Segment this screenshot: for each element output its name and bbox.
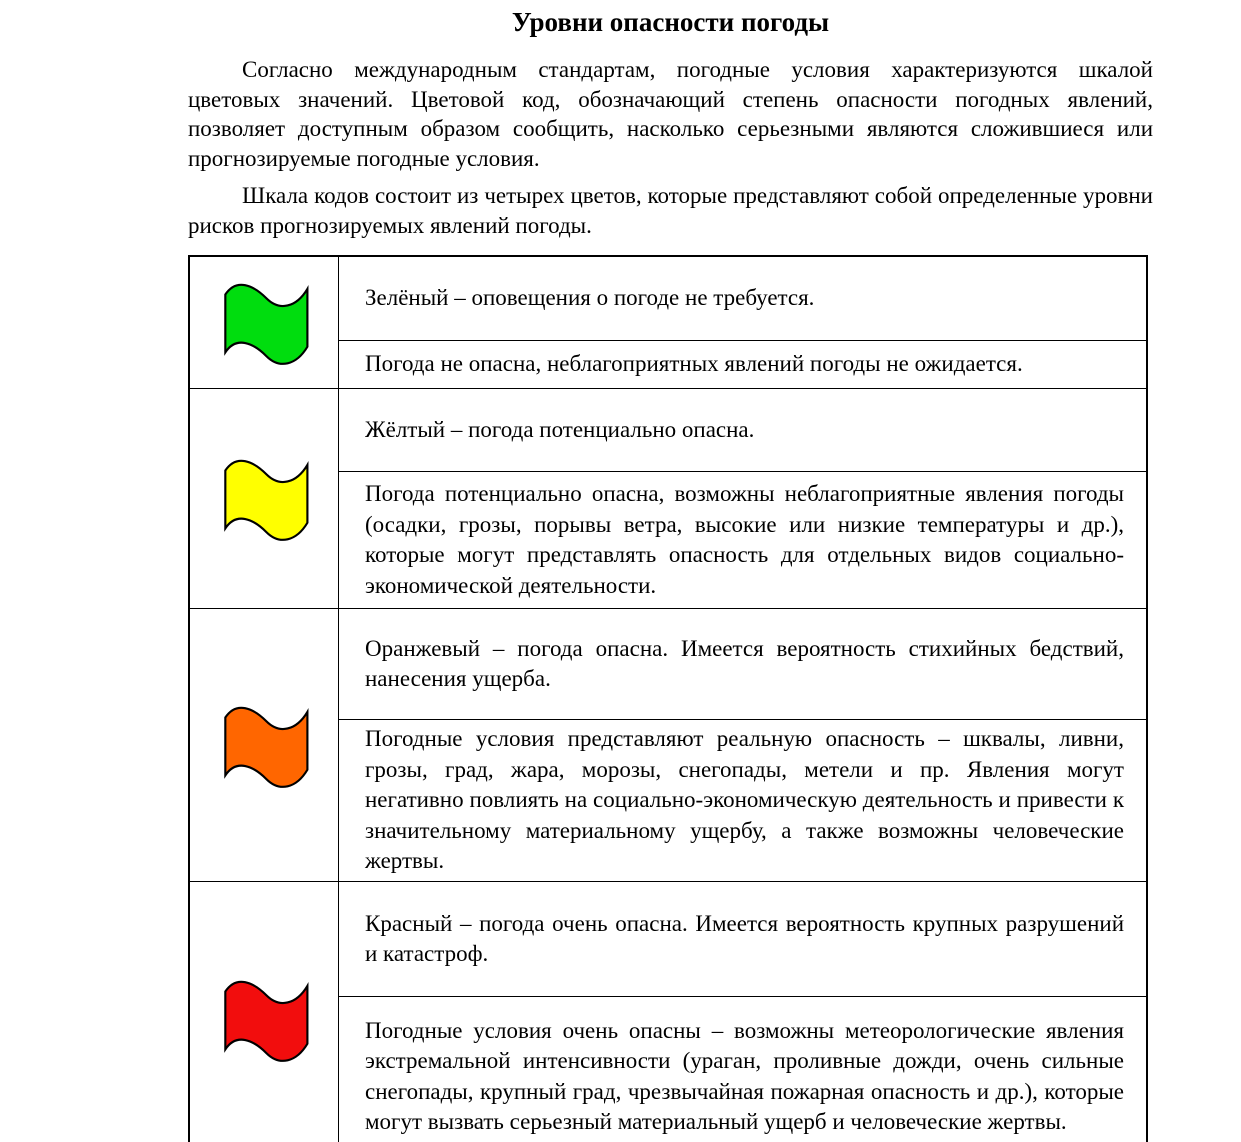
red-flag-icon <box>216 970 313 1069</box>
orange-flag-cell <box>189 609 339 882</box>
table-row <box>189 256 1147 341</box>
orange-description-cell: Погодные условия представляют реальную опасность – шквалы, ливни, грозы, град, жара, морозы, снегопады, метели и пр. Явления могут негативно повлиять на социально-экономическую деятельность и привести к значительному материальному ущербу, а также возможны человеческие жертвы. <box>339 720 1148 882</box>
intro-paragraph-1: Согласно международным стандартам, погодные условия характеризуются шкалой цветовых значений. Цветовой код, обозначающий степень опасности погодных явлений, позволяет доступным образом сообщить, насколько серьезными являются сложившиеся или прогнозируемые погодные условия. <box>188 57 1153 171</box>
green-description-cell: Погода не опасна, неблагоприятных явлений погоды не ожидается. <box>339 341 1148 389</box>
yellow-flag-icon <box>216 449 313 548</box>
page-title: Уровни опасности погоды <box>511 7 830 37</box>
yellow-label-cell: Жёлтый – погода потенциально опасна. <box>339 389 1148 472</box>
table-row <box>189 882 1147 997</box>
document-content <box>188 6 1153 1142</box>
red-description-cell: Погодные условия очень опасны – возможны метеорологические явления экстремальной интенсивности (ураган, проливные дожди, очень сильные снегопады, крупный град, чрезвычайная пожарная опасность и др.), которые могут вызвать серьезный материальный ущерб и человеческие жертвы. <box>339 997 1148 1142</box>
red-label-cell: Красный – погода очень опасна. Имеется вероятность крупных разрушений и катастроф. <box>339 882 1148 997</box>
green-flag-cell <box>189 256 339 389</box>
table-row <box>189 609 1147 720</box>
orange-label-cell: Оранжевый – погода опасна. Имеется вероятность стихийных бедствий, нанесения ущерба. <box>339 609 1148 720</box>
danger-levels-table <box>188 255 1148 1142</box>
green-flag-icon <box>216 273 313 372</box>
intro-paragraph-2: Шкала кодов состоит из четырех цветов, которые представляют собой определенные уровни рисков прогнозируемых явлений погоды. <box>188 183 1153 238</box>
green-label-cell: Зелёный – оповещения о погоде не требуется. <box>339 256 1148 341</box>
yellow-description-cell: Погода потенциально опасна, возможны неблагоприятные явления погоды (осадки, грозы, порывы ветра, высокие или низкие температуры и др.), которые могут представлять опасность для отдельных видов социально-экономической деятельности. <box>339 472 1148 609</box>
table-row <box>189 389 1147 472</box>
yellow-flag-cell <box>189 389 339 609</box>
orange-flag-icon <box>216 696 313 795</box>
red-flag-cell <box>189 882 339 1142</box>
